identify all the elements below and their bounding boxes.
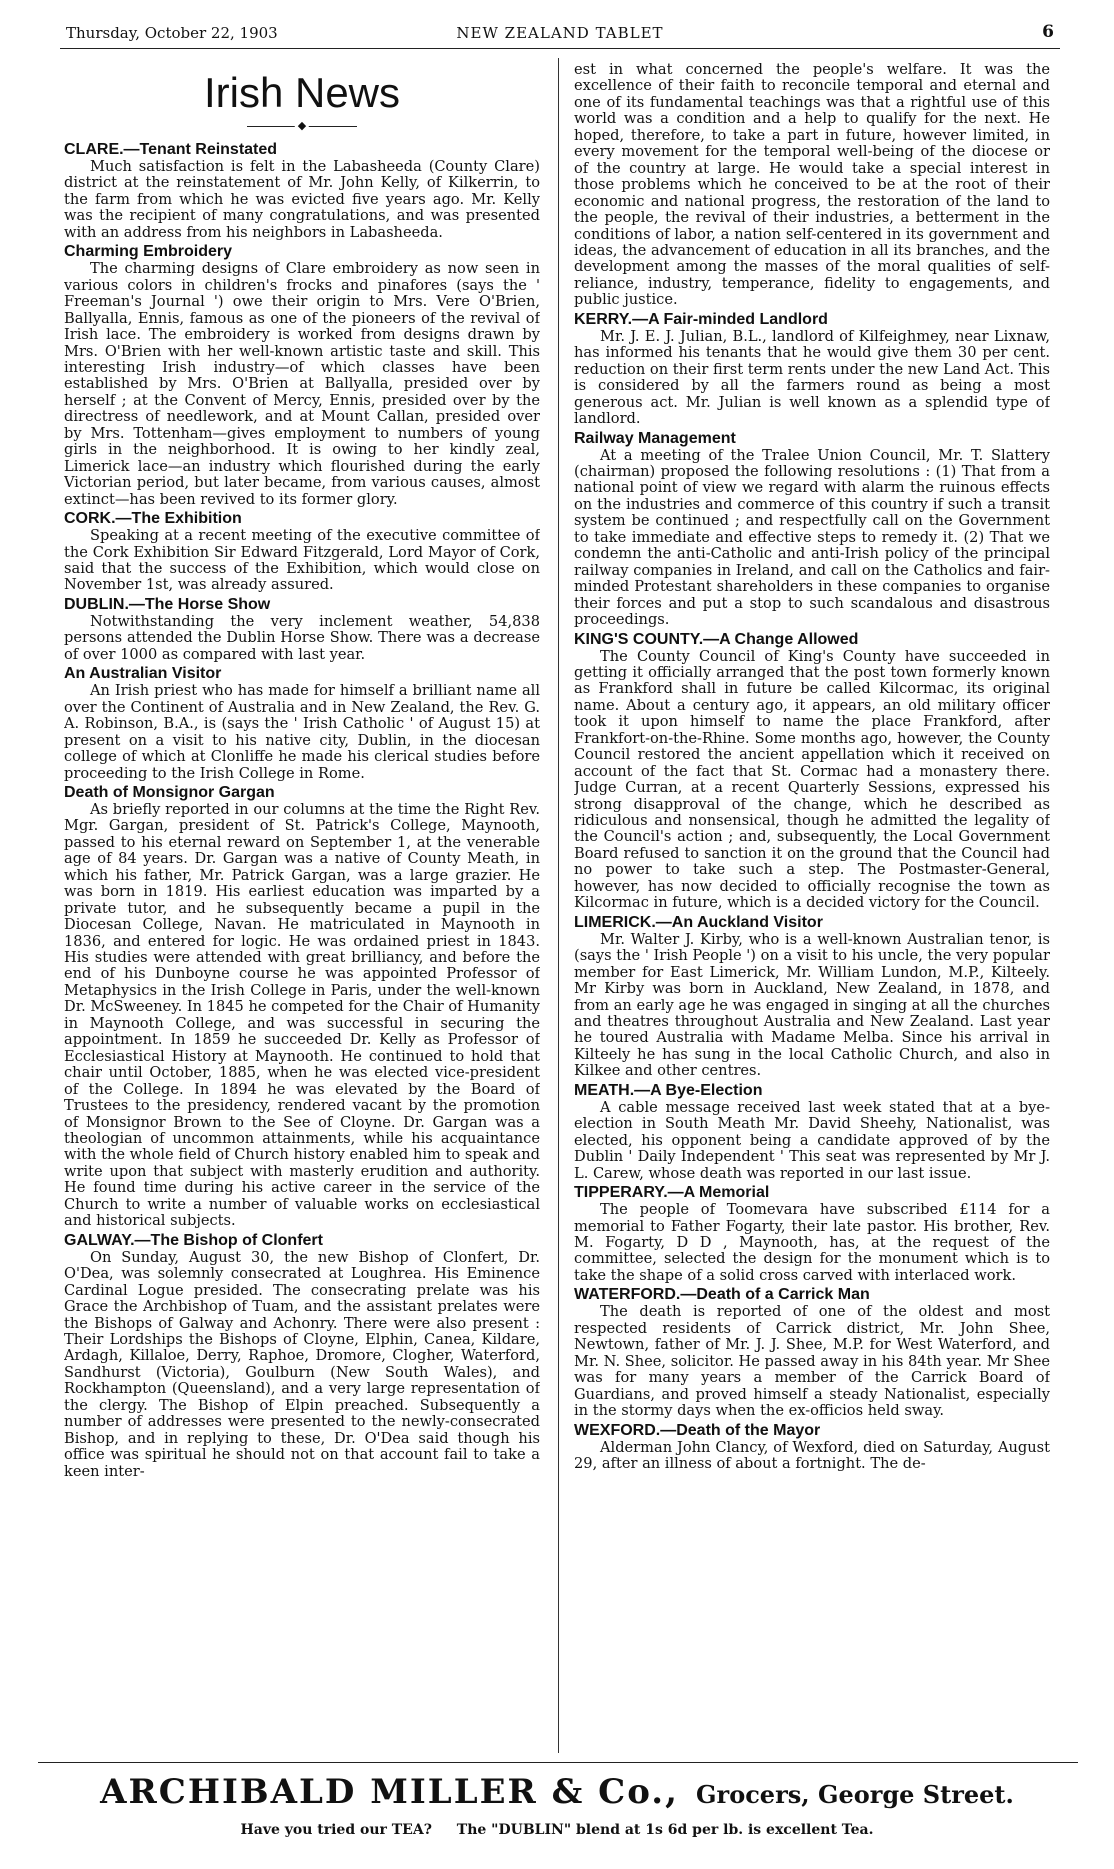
column-divider [558, 58, 559, 1753]
article-body: Much satisfaction is felt in the Labasheeda (County Clare) district at the reinstatement of Mr. John Kelly, of Kilkerrin, to the farm from which he was evicted five years ago. Mr. Kelly was the recipient of many congratulations, and was presented with an address from his neighbors in Labasheeda. [64, 158, 540, 241]
article [64, 243, 540, 508]
article [574, 430, 1050, 629]
article-body: At a meeting of the Tralee Union Council, Mr. T. Slattery (chairman) proposed the following resolutions : (1) That from a national point of view we regard with alarm the ruinous effects on the industries and commerce of this country if such a transit system be continued ; and respectfully call on the Government to take immediate and effective steps to remedy it. (2) That we condemn the anti-Catholic and anti-Irish policy of the principal railway companies in Ireland, and call on the Catholics and fair-minded Protestant shareholders in these companies to organise their forces and put a stop to such scandalous and disastrous proceedings. [574, 446, 1050, 629]
article-body: The death is reported of one of the oldest and most respected residents of Carrick district, Mr. John Shee, Newtown, father of Mr. J. J. Shee, M.P. for West Waterford, and Mr. N. Shee, solicitor. He passed away in his 84th year. Mr Shee was for many years a member of the Carrick Board of Guardians, and proved himself a steady Nationalist, especially in the stormy days when the ex-officios held sway. [574, 1303, 1050, 1420]
article-body: Speaking at a recent meeting of the executive committee of the Cork Exhibition Sir Edward Fitzgerald, Lord Mayor of Cork, said that the success of the Exhibition, which would close on November 1st, was already assured. [64, 527, 540, 594]
article-body: Alderman John Clancy, of Wexford, died on Saturday, August 29, after an illness of about a fortnight. The de- [574, 1438, 1050, 1472]
right-column [574, 62, 1050, 1752]
article [574, 1184, 1050, 1284]
article-body: est in what concerned the people's welfare. It was the excellence of their faith to reconcile temporal and eternal and one of its fundamental teachings was that a rightful use of this world was a condition and a help to qualify for the next. He hoped, therefore, to take a part in future, however limited, in every movement for the temporal well-being of the diocese or of the country at large. He would take a special interest in those problems which he conceived to be at the root of their economic and national progress, the restoration of the land to the people, the revival of their industries, a betterment in the conditions of labor, a nation self-centered in its government and ideas, the advancement of education in all its branches, and the development among the masses of the moral qualities of self-reliance, industry, temperance, fidelity to engagements, and public justice. [574, 62, 1050, 309]
advertiser-name: ARCHIBALD MILLER & Co., [100, 1772, 679, 1812]
title-ornament [247, 126, 357, 127]
page-header [60, 18, 1060, 49]
tagline-claim: The "DUBLIN" blend at 1s 6d per lb. is excellent Tea. [456, 1822, 874, 1838]
article-body: On Sunday, August 30, the new Bishop of Clonfert, Dr. O'Dea, was solemnly consecrated at Loughrea. His Eminence Cardinal Logue presided. The consecrating prelate was his Grace the Archbishop of Tuam, and the assistant prelates were the Bishops of Galway and Achonry. There were also present : Their Lordships the Bishops of Cloyne, Elphin, Canea, Kildare, Ardagh, Killaloe, Derry, Raphoe, Dromore, Clogher, Waterford, Sandhurst (Victoria), Goulburn (New South Wales), and Rockhampton (Queensland), and a very large representation of the clergy. The Bishop of Elpin preached. Subsequently a number of addresses were presented to the newly-consecrated Bishop, and in replying to these, Dr. O'Dea said though his office was spiritual he should not on that account fail to take a keen inter- [64, 1248, 540, 1480]
advertisement [0, 1772, 1114, 1812]
article [574, 914, 1050, 1080]
footer-divider [38, 1762, 1078, 1763]
issue-date: Thursday, October 22, 1903 [66, 24, 278, 42]
page-number: 6 [1042, 22, 1054, 42]
article [574, 631, 1050, 912]
article [64, 596, 540, 663]
article-body: A cable message received last week stated that at a bye-election in South Meath Mr. David Sheehy, Nationalist, was elected, his opponent being a candidate approved of by the Dublin ' Daily Independent ' This seat was represented by Mr J. L. Carew, whose death was reported in our last issue. [574, 1098, 1050, 1182]
article-heading: WATERFORD.—Death of a Carrick Man [574, 1286, 870, 1304]
article-heading: MEATH.—A Bye-Election [574, 1081, 763, 1099]
tagline-question: Have you tried our TEA? [240, 1822, 432, 1838]
publication-title: NEW ZEALAND TABLET [456, 24, 664, 42]
article-heading: Charming Embroidery [64, 243, 233, 261]
article-heading: LIMERICK.—An Auckland Visitor [574, 913, 823, 931]
left-column [64, 62, 540, 1752]
article-body: Mr. J. E. J. Julian, B.L., landlord of Kilfeighmey, near Lixnaw, has informed his tenants that he would give them 30 per cent. reduction on their first term rents under the new Land Act. This is considered by all the farmers round as being a most generous act. Mr. Julian is well known as a splendid type of landlord. [574, 327, 1050, 428]
article-body: The charming designs of Clare embroidery as now seen in various colors in children's frocks and pinafores (says the ' Freeman's Journal ') owe their origin to Mrs. Vere O'Brien, Ballyalla, Ennis, famous as one of the pioneers of the revival of Irish lace. The embroidery is worked from designs drawn by Mrs. O'Brien with her well-known artistic taste and skill. This interesting Irish industry—of which classes have been established by Mrs. O'Brien at Ballyalla, presided over by herself ; at the Convent of Mercy, Ennis, presided over by the directress of needlework, and at Mount Callan, presided over by Mrs. Tottenham—gives employment to numbers of young girls in the neighborhood. It is owing to her kindly zeal, Limerick lace—an industry which flourished during the early Victorian period, but later became, from various causes, almost extinct—has been revived to its former glory. [64, 260, 540, 508]
article-heading: TIPPERARY.—A Memorial [574, 1184, 770, 1202]
article-heading: KING'S COUNTY.—A Change Allowed [574, 630, 859, 648]
article [64, 784, 540, 1230]
advertisement-tagline [0, 1822, 1114, 1838]
article [574, 311, 1050, 428]
article [64, 1232, 540, 1480]
article-heading: WEXFORD.—Death of the Mayor [574, 1421, 821, 1439]
article-heading: CLARE.—Tenant Reinstated [64, 141, 278, 158]
article-body: As briefly reported in our columns at the time the Right Rev. Mgr. Gargan, president of St. Patrick's College, Maynooth, passed to his eternal reward on September 1, at the venerable age of 84 years. Dr. Gargan was a native of County Meath, in which his father, Mr. Patrick Gargan, was a large grazier. He was born in 1819. His earliest education was imparted by a private tutor, and he subsequently became a pupil in the Diocesan College, Navan. He matriculated in Maynooth in 1836, and entered for logic. He was ordained priest in 1843. His studies were attended with great brilliancy, and before the end of his Dunboyne course he was appointed Professor of Metaphysics in the Irish College in Paris, under the well-known Dr. McSweeney. In 1845 he competed for the Chair of Humanity in Maynooth College, and was successful in securing the appointment. In 1859 he succeeded Dr. Kelly as Professor of Ecclesiastical History at Maynooth. He continued to hold that chair until October, 1885, when he was elected vice-president of the College. In 1894 he was elevated by the Board of Trustees to the presidency, rendered vacant by the promotion of Monsignor Brown to the See of Cloyne. Dr. Gargan was a theologian of uncommon attainments, while his acquaintance with the whole field of Church history enabled him to speak and write upon that subject with masterly erudition and authority. He found time during his active career in the service of the Church to write a number of valuable works on ecclesiastical and historical subjects. [64, 800, 540, 1230]
section-title: Irish News [203, 69, 401, 116]
article-heading: DUBLIN.—The Horse Show [64, 595, 271, 613]
article [574, 62, 1050, 309]
article-heading: An Australian Visitor [64, 665, 222, 683]
article [574, 1422, 1050, 1473]
article [64, 510, 540, 594]
article-body: Notwithstanding the very inclement weather, 54,838 persons attended the Dublin Horse Show. There was a decrease of over 1000 as compared with last year. [64, 612, 540, 663]
article-heading: Railway Management [574, 429, 736, 447]
article [64, 665, 540, 782]
article [64, 141, 540, 241]
article-heading: Death of Monsignor Gargan [64, 783, 275, 801]
advertiser-description: Grocers, George Street. [696, 1780, 1014, 1809]
article-heading: CORK.—The Exhibition [64, 510, 242, 528]
article-body: The people of Toomevara have subscribed £114 for a memorial to Father Fogarty, their late pastor. His brother, Rev. M. Fogarty, D D , Maynooth, has, at the request of the committee, selected the design for the monument which is to take the shape of a solid cross carved with interlaced work. [574, 1201, 1050, 1284]
article-heading: GALWAY.—The Bishop of Clonfert [64, 1231, 323, 1249]
article [574, 1082, 1050, 1182]
article [574, 1286, 1050, 1419]
article-body: The County Council of King's County have succeeded in getting it officially arranged that the post town formerly known as Frankford shall in future be called Kilcormac, its original name. About a century ago, it appears, an old military officer took it upon himself to name the place Frankford, after Frankfort-on-the-Rhine. Some months ago, however, the County Council restored the ancient appellation which it received on account of the fact that St. Cormac had a monastery there. Judge Curran, at a recent Quarterly Sessions, expressed his strong disapproval of the change, which he described as ridiculous and nonsensical, though he admitted the legality of the Council's action ; and, subsequently, the Local Government Board refused to sanction it on the ground that the Council had no power to take such a step. The Postmaster-General, however, has now decided to officially recognise the town as Kilcormac in future, which is a decided victory for the Council. [574, 647, 1050, 912]
article-heading: KERRY.—A Fair-minded Landlord [574, 310, 828, 328]
article-body: Mr. Walter J. Kirby, who is a well-known Australian tenor, is (says the ' Irish People ') on a visit to his uncle, the very popular member for East Limerick, Mr. William Lundon, M.P., Kilteely. Mr Kirby was born in Auckland, New Zealand, in 1878, and from an early age he was engaged in singing at all the churches and theatres throughout Australia and New Zealand. Last year he toured Australia with Madame Melba. Since his arrival in Kilteely he has sung in the local Catholic Church, and also in Kilkee and other centres. [574, 930, 1050, 1080]
article-body: An Irish priest who has made for himself a brilliant name all over the Continent of Australia and in New Zealand, the Rev. G. A. Robinson, B.A., is (says the ' Irish Catholic ' of August 15) at present on a visit to his native city, Dublin, in the diocesan college of which at Clonliffe he made his clerical studies before proceeding to the Irish College in Rome. [64, 682, 540, 782]
